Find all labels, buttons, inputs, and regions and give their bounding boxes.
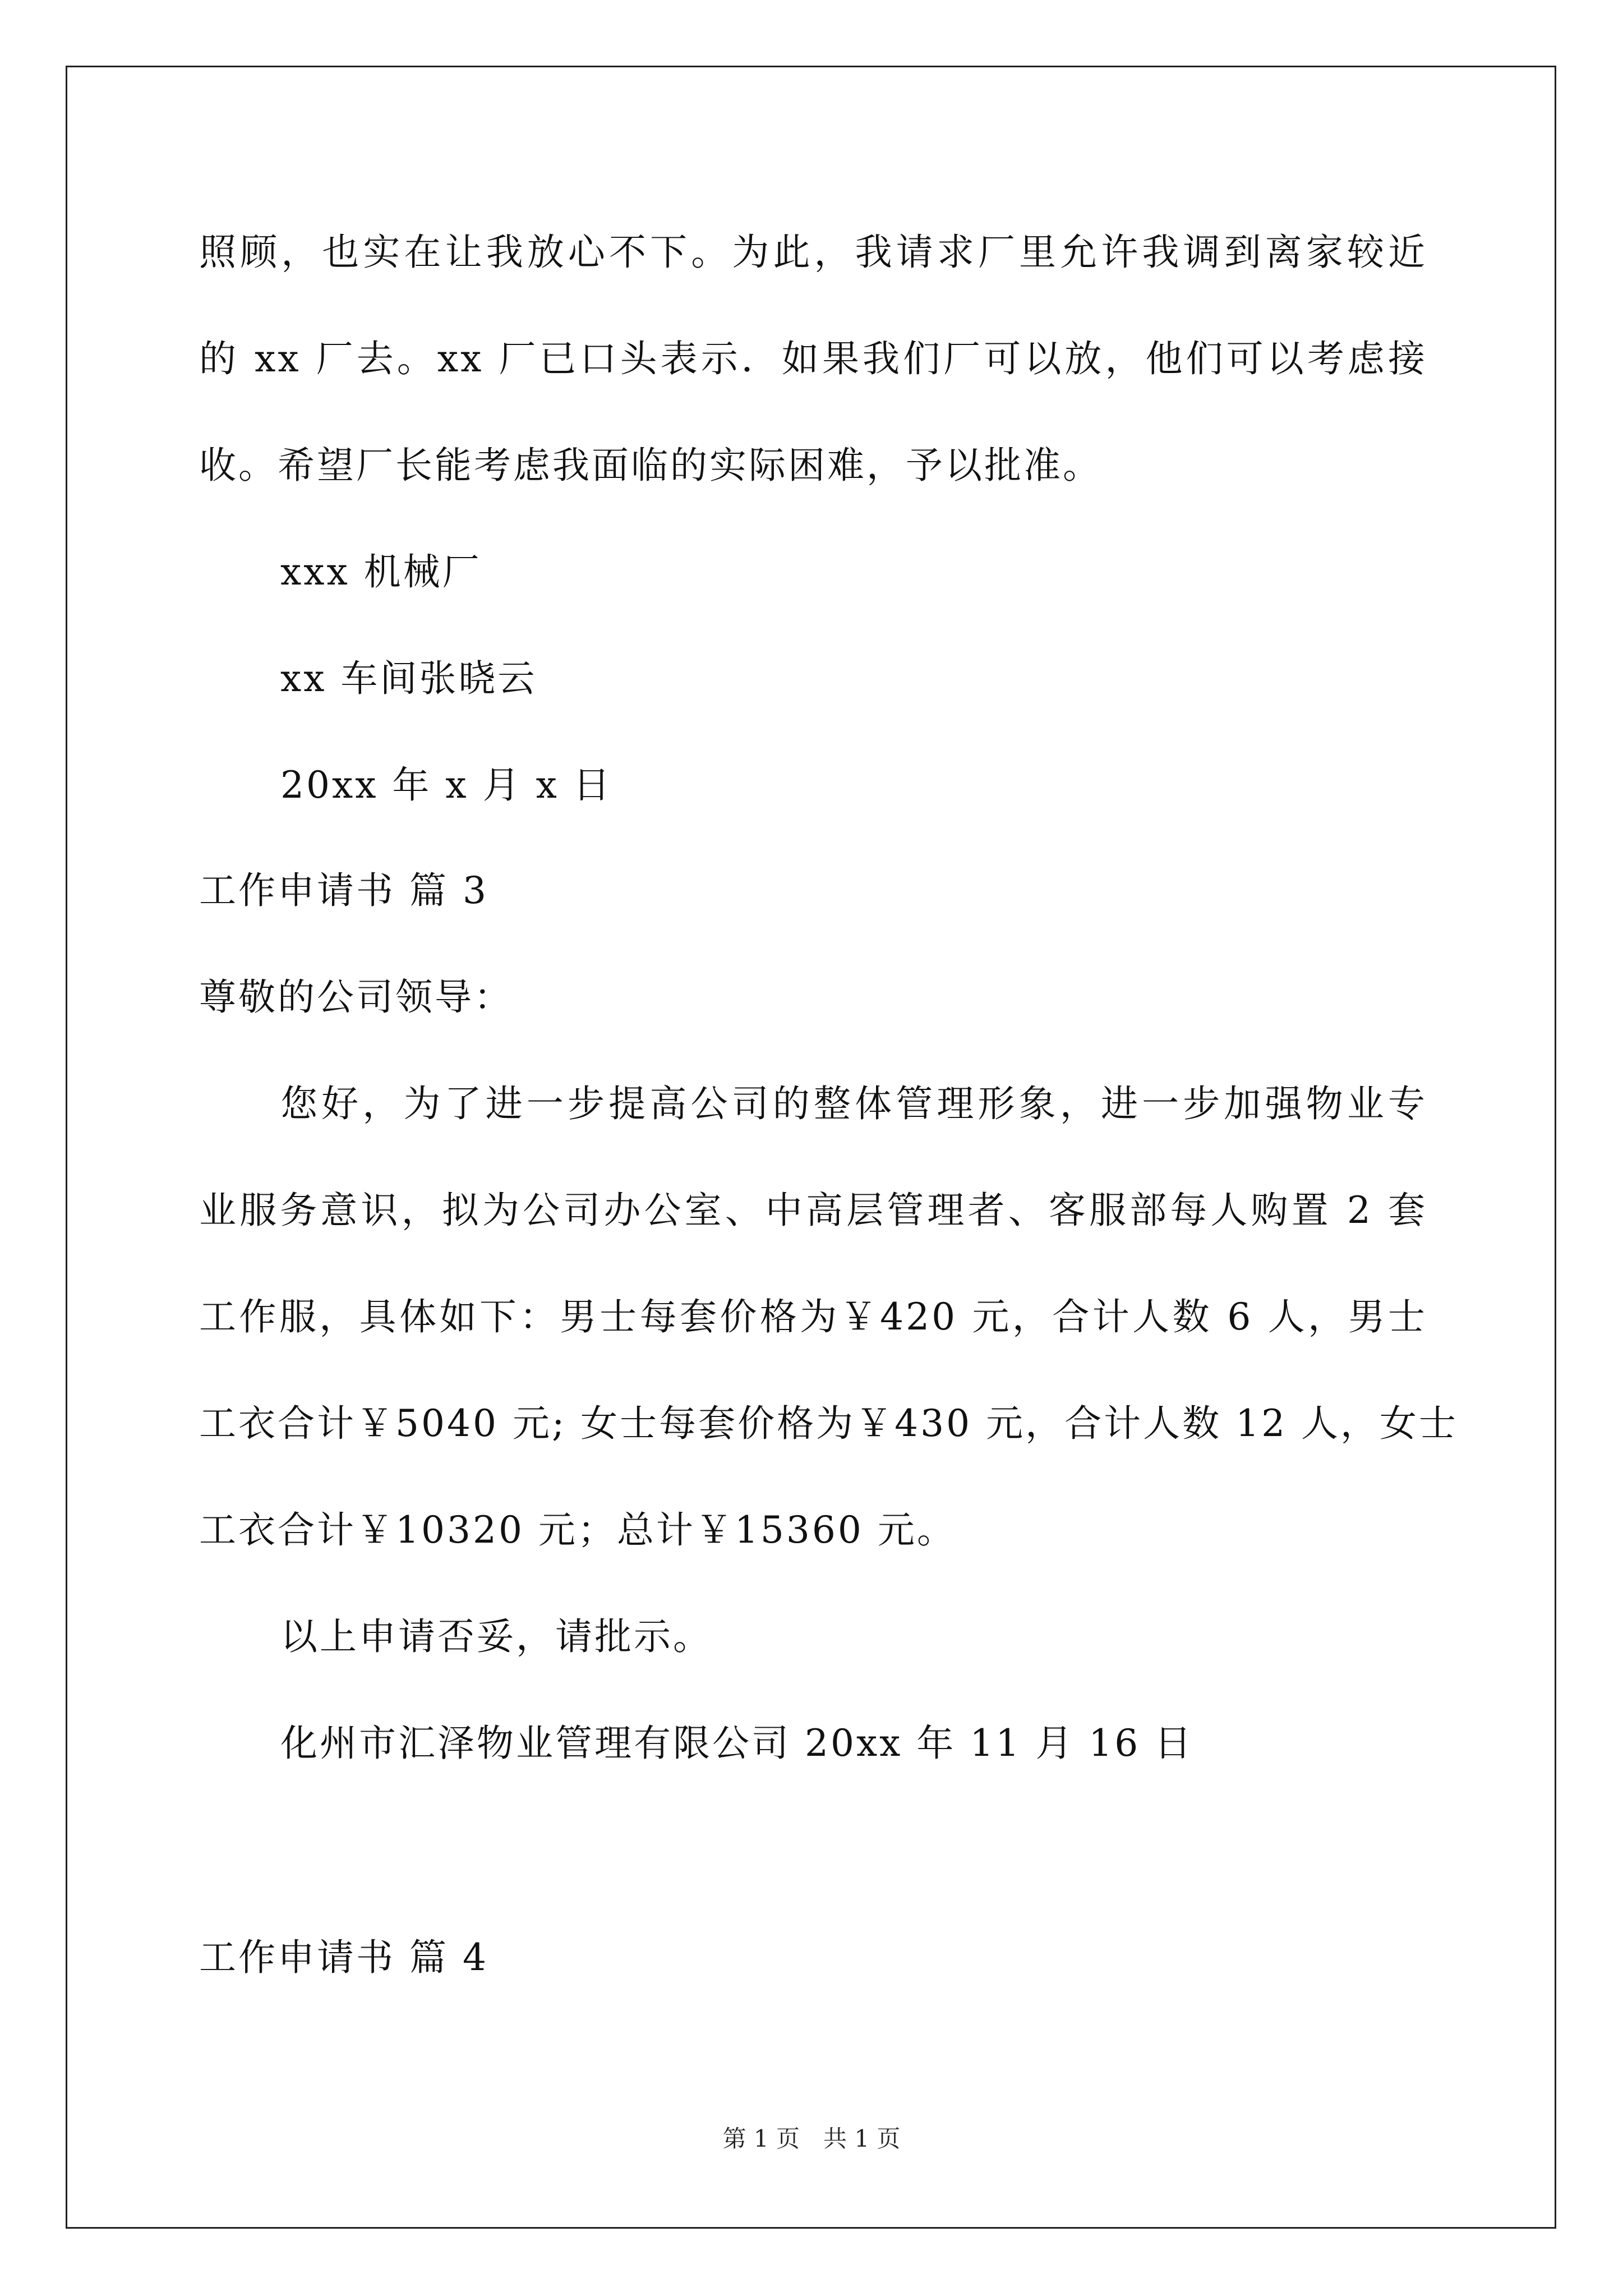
body-line-4: 工衣合计￥5040 元; 女士每套价格为￥430 元，合计人数 12 人，女士: [199, 1402, 1459, 1445]
body-line-1: 您好，为了进一步提高公司的整体管理形象，进一步加强物业专: [280, 1082, 1427, 1125]
signature-person: xx 车间张晓云: [280, 657, 537, 700]
page-border: [66, 66, 1556, 2229]
paragraph-line-3: 收。希望厂长能考虑我面临的实际困难，予以批准。: [199, 444, 1102, 487]
page-footer: 第 1 页 共 1 页: [722, 2125, 901, 2152]
section-heading-3: 工作申请书 篇 3: [199, 869, 488, 912]
section-heading-4: 工作申请书 篇 4: [199, 1936, 488, 1979]
signature-company: xxx 机械厂: [280, 550, 482, 593]
paragraph-line-2: 的 xx 厂去。xx 厂已口头表示．如果我们厂可以放，他们可以考虑接: [199, 337, 1427, 380]
salutation: 尊敬的公司领导：: [199, 976, 513, 1019]
body-line-5: 工衣合计￥10320 元；总计￥15360 元。: [199, 1508, 956, 1552]
body-line-3: 工作服，具体如下：男士每套价格为￥420 元，合计人数 6 人，男士: [199, 1295, 1427, 1338]
signature-date: 20xx 年 x 月 x 日: [280, 763, 612, 807]
paragraph-line-1: 照顾，也实在让我放心不下。为此，我请求厂里允许我调到离家较近: [199, 231, 1427, 274]
closing-line: 以上申请否妥，请批示。: [280, 1615, 712, 1658]
company-signature: 化州市汇泽物业管理有限公司 20xx 年 11 月 16 日: [280, 1722, 1194, 1765]
body-line-2: 业服务意识，拟为公司办公室、中高层管理者、客服部每人购置 2 套: [199, 1189, 1427, 1232]
